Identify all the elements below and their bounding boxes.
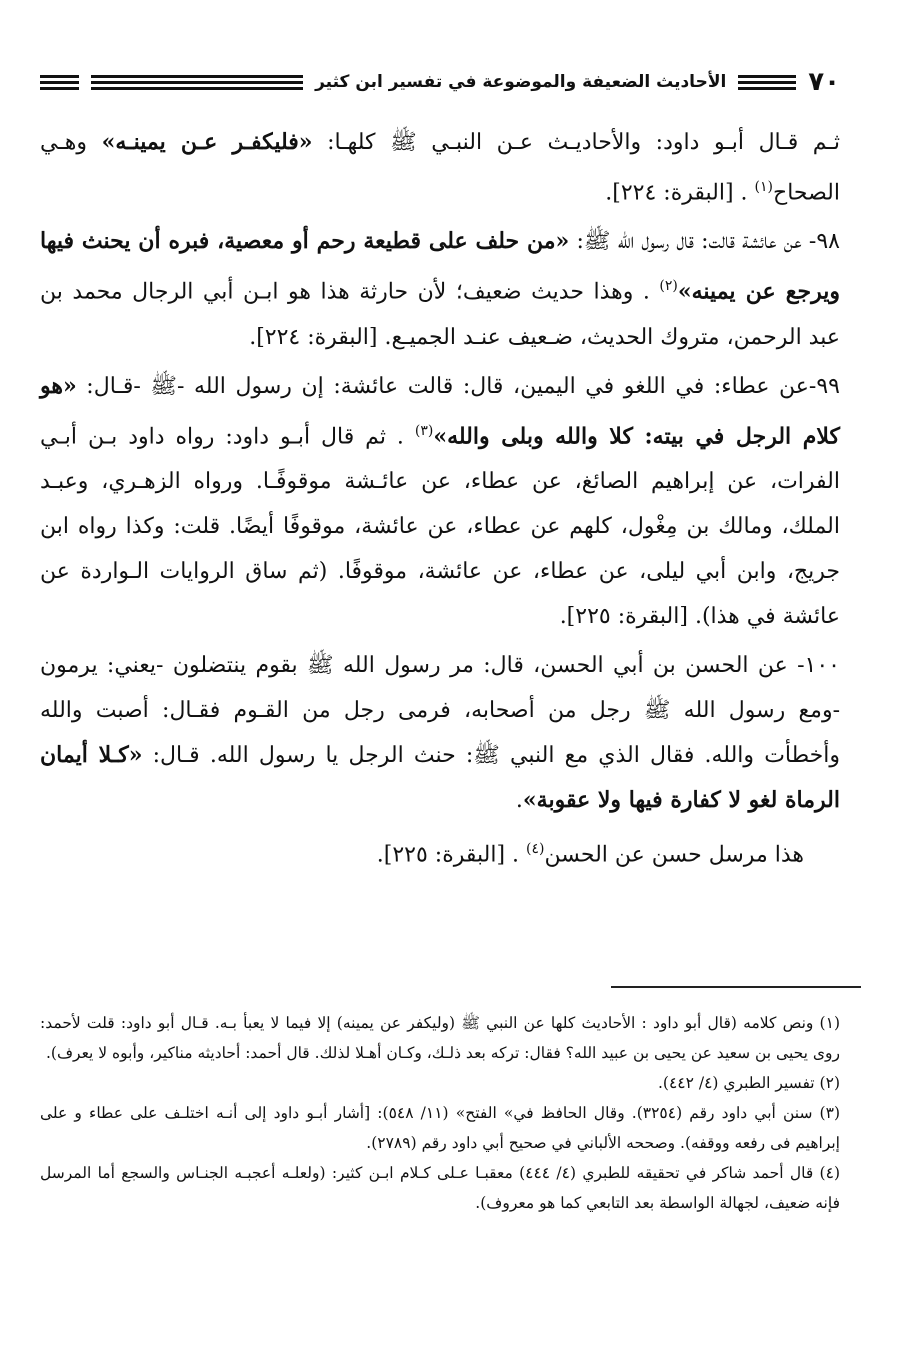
paragraph-1 — [40, 120, 840, 215]
footnote-4: (٤) قال أحمد شاكر في تحقيقه للطبري (٤/ ٤٤٤) معقبـا عـلى كـلام ابـن كثير: (ولعلـه أعجبـه الجنـاس والسجع أما المرسل فإنه ضعيف، لجهالة الواسطة بعد التابعي كما هو معروف). — [40, 1164, 840, 1212]
text-span: . وهذا حديث ضعيف؛ لأن حارثة هذا هو ابـن أبي الرجال محمد بن عبد الرحمن، متروك الحديث، ضـعيف عنـد الجميـع. [البقرة: ٢٢٤]. — [40, 279, 840, 350]
running-header — [40, 60, 840, 104]
book-title: الأحاديث الضعيفة والموضوعة في تفسير ابن كثير — [315, 72, 727, 92]
header-rule-left — [40, 75, 79, 90]
hadith-quote: «كـلا أيمان الرماة لغو لا كفارة فيها ولا عقوبة» — [40, 741, 840, 813]
page-number: ٧٠ — [808, 67, 840, 97]
main-text — [40, 120, 840, 877]
text-span: . ثم قال أبـو داود: رواه داود بـن أبـي الفرات، عن إبراهيم الصائغ، عن عطاء، عن عائـشة موقوفًـا. ورواه الزهـري، وعبـد الملك، ومالك بن مِغْول، كلهم عن عطاء، عن عائشة، موقوفًا أيضًا. قلت: وكذا رواه ابن جريج، وابن أبي ليلى، عن عطاء، عن عائشة، موقوفًا. (ثم ساق الروايات الـواردة عن عائشة في هذا). [البقرة: ٢٢٥]. — [40, 423, 840, 629]
paragraph-99 — [40, 364, 840, 639]
hadith-quote: «فليكفـر عـن يمينـه» — [101, 129, 313, 155]
text-span: . [البقرة: ٢٢٥]. — [376, 842, 527, 868]
footnote-separator — [611, 986, 861, 988]
header-rule-middle — [91, 75, 303, 90]
text-span: هذا مرسل حسن عن الحسن — [544, 842, 804, 868]
footnote-ref[interactable]: (٤) — [526, 840, 545, 857]
footnote-ref[interactable]: (١) — [754, 179, 773, 195]
hadith-quote: «هو كلام الرجل في بيته: كلا والله وبلى والله» — [40, 372, 840, 449]
text-span: ٩٩-عن عطاء: في اللغو في اليمين، قال: قالت عائشة: إن رسول الله -ﷺ -قـال: — [76, 373, 840, 399]
text-span: وهـي الصحاح — [40, 130, 840, 206]
text-span: ثـم قـال أبـو داود: والأحاديـث عـن النبـي ﷺ كلهـا: — [312, 130, 840, 155]
paragraph-98 — [40, 219, 840, 359]
text-span: . — [515, 787, 523, 813]
paragraph-note — [40, 827, 840, 877]
footnote-1: (١) ونص كلامه (قال أبو داود : الأحاديث كلها عن النبي ﷺ (وليكفر عن يمينه) إلا فيما لا يعبأ بـه. قـال أبو داود: قلت لأحمد: روى يحيى بن سعيد عن يحيى بن عبيد الله؟ فقال: تركه بعد ذلـك، وكـان أهـلا لذلك. قال أحمد: أحاديثه مناكير، وأبوه لا يعرف). — [40, 1014, 840, 1062]
text-span: ١٠٠- عن الحسن بن أبي الحسن، قال: مر رسول الله ﷺ بقوم ينتضلون -يعني: يرمون -ومع رسول الله ﷺ رجل من أصحابه، فرمى رجل من القـوم فقـال: أصبت والله وأخطأت والله. فقال الذي مع النبي ﷺ: حنث الرجل يا رسول الله. قـال: — [40, 652, 840, 768]
hadith-quote: «من حلف على قطيعة رحم أو معصية، فبره أن يحنث فيها ويرجع عن يمينه» — [40, 228, 840, 305]
footnote-ref[interactable]: (٣) — [414, 422, 434, 439]
footnote-ref[interactable]: (٢) — [659, 278, 678, 295]
header-rule-right — [738, 75, 796, 90]
footnote-3: (٣) سنن أبي داود رقم (٣٢٥٤). وقال الحافظ في» الفتح» (١١/ ٥٤٨): [أشار أبـو داود إلى أنـه اختلـف على عطاء و على إبراهيم فى رفعه ووقفه). وصححه الألباني في صحيح أبي داود رقم (٢٧٨٩). — [40, 1104, 840, 1152]
text-span: ٩٨- عن عائشة قالت: قال رسول الله ﷺ: — [569, 229, 840, 255]
footnote-2: (٢) تفسير الطبري (٤/ ٤٤٢). — [657, 1074, 840, 1092]
text-span: . [البقرة: ٢٢٤]. — [605, 180, 755, 206]
paragraph-100 — [40, 643, 840, 823]
footnotes — [40, 1008, 840, 1218]
